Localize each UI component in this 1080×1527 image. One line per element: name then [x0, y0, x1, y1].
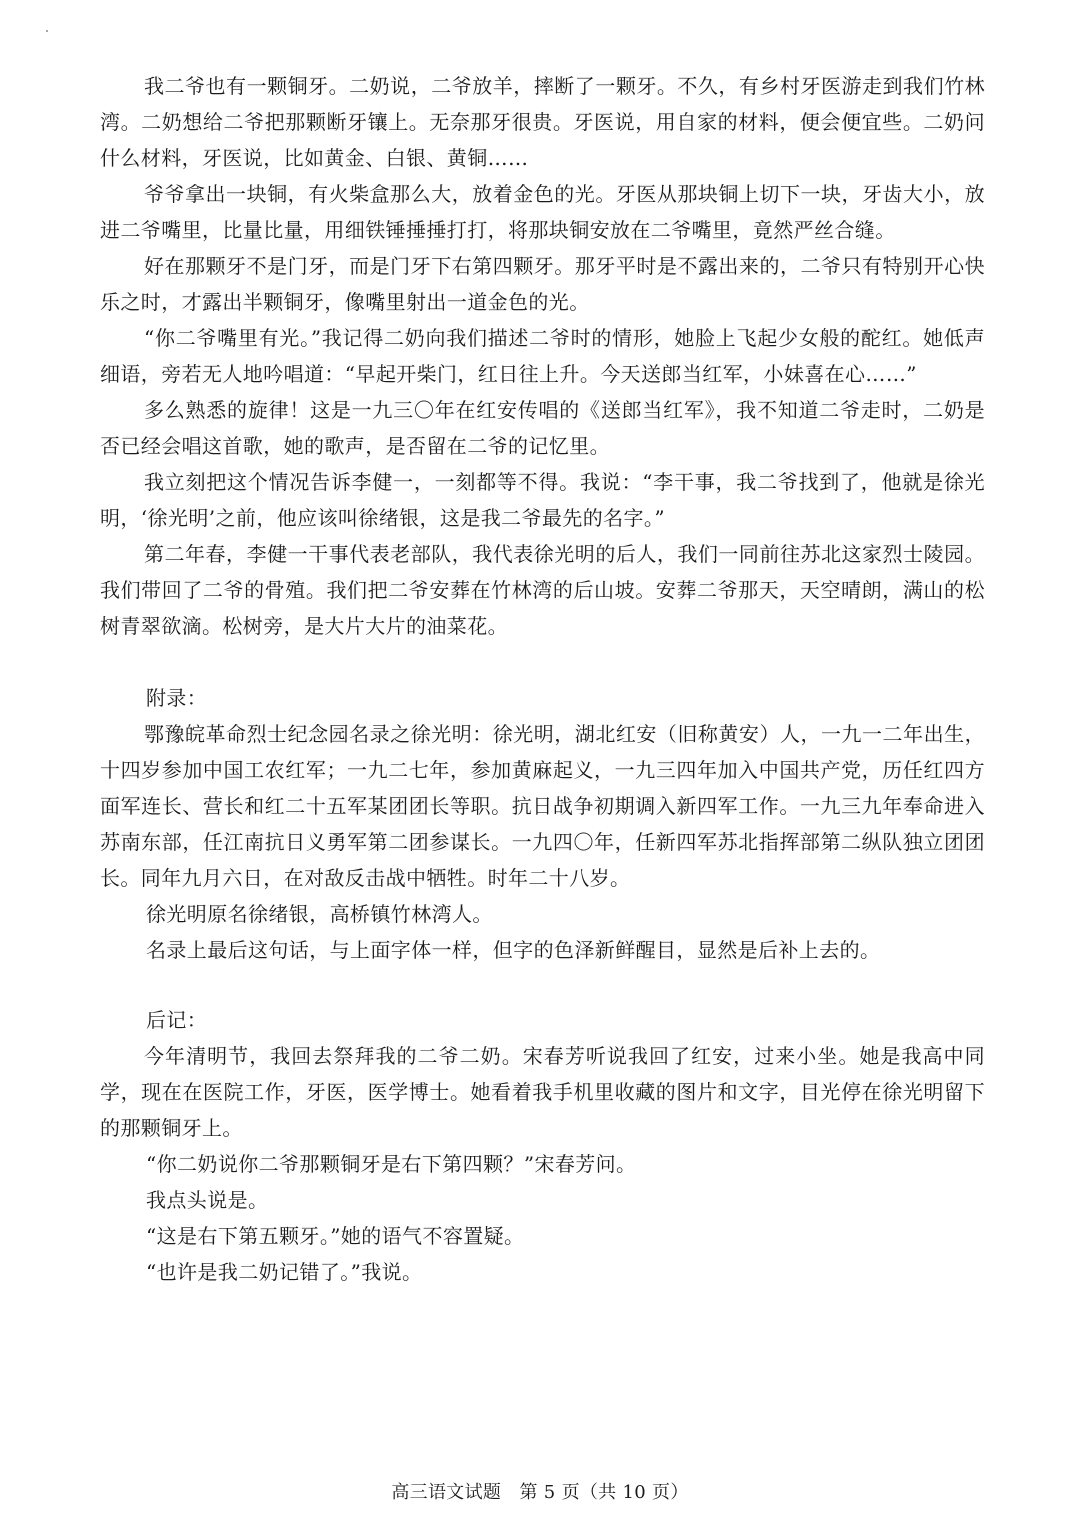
postscript-paragraph: “你二奶说你二爷那颗铜牙是右下第四颗？”宋春芳问。 — [146, 1152, 637, 1176]
appendix-section — [100, 680, 985, 968]
document-body — [100, 68, 985, 1290]
story-paragraph: “你二爷嘴里有光。”我记得二奶向我们描述二爷时的情形，她脸上飞起少女般的酡红。她低声细语，旁若无人地吟唱道：“早起开柴门，红日往上升。今天送郎当红军，小妹喜在心……” — [100, 326, 985, 386]
appendix-paragraph: 名录上最后这句话，与上面字体一样，但字的色泽新鲜醒目，显然是后补上去的。 — [146, 938, 881, 962]
story-paragraph: 第二年春，李健一干事代表老部队，我代表徐光明的后人，我们一同前往苏北这家烈士陵园。我们带回了二爷的骨殖。我们把二爷安葬在竹林湾的后山坡。安葬二爷那天，天空晴朗，满山的松树青翠欲滴。松树旁，是大片大片的油菜花。 — [100, 542, 985, 638]
story-section — [100, 68, 985, 644]
postscript-paragraph: “这是右下第五颗牙。”她的语气不容置疑。 — [146, 1224, 525, 1248]
story-paragraph: 爷爷拿出一块铜，有火柴盒那么大，放着金色的光。牙医从那块铜上切下一块，牙齿大小，放进二爷嘴里，比量比量，用细铁锤捶捶打打，将那块铜安放在二爷嘴里，竟然严丝合缝。 — [100, 182, 985, 242]
postscript-paragraph: 今年清明节，我回去祭拜我的二爷二奶。宋春芳听说我回了红安，过来小坐。她是我高中同学，现在在医院工作，牙医，医学博士。她看着我手机里收藏的图片和文字，目光停在徐光明留下的那颗铜牙上。 — [100, 1044, 985, 1140]
appendix-title: 附录： — [146, 686, 208, 710]
story-paragraph: 我二爷也有一颗铜牙。二奶说，二爷放羊，摔断了一颗牙。不久，有乡村牙医游走到我们竹林湾。二奶想给二爷把那颗断牙镶上。无奈那牙很贵。牙医说，用自家的材料，便会便宜些。二奶问什么材料，牙医说，比如黄金、白银、黄铜…… — [100, 74, 985, 170]
story-paragraph: 多么熟悉的旋律！这是一九三〇年在红安传唱的《送郎当红军》，我不知道二爷走时，二奶是否已经会唱这首歌，她的歌声，是否留在二爷的记忆里。 — [100, 398, 985, 458]
appendix-paragraph: 徐光明原名徐绪银，高桥镇竹林湾人。 — [146, 902, 493, 926]
postscript-paragraph: “也许是我二奶记错了。”我说。 — [146, 1260, 423, 1284]
page-footer: 高三语文试题 第 5 页（共 10 页） — [391, 1482, 689, 1503]
postscript-title: 后记： — [146, 1008, 208, 1032]
story-paragraph: 我立刻把这个情况告诉李健一，一刻都等不得。我说：“李干事，我二爷找到了，他就是徐光明，‘徐光明’之前，他应该叫徐绪银，这是我二爷最先的名字。” — [100, 470, 985, 530]
postscript-section — [100, 1002, 985, 1290]
story-paragraph: 好在那颗牙不是门牙，而是门牙下右第四颗牙。那牙平时是不露出来的，二爷只有特别开心快乐之时，才露出半颗铜牙，像嘴里射出一道金色的光。 — [100, 254, 985, 314]
appendix-paragraph: 鄂豫皖革命烈士纪念园名录之徐光明：徐光明，湖北红安（旧称黄安）人，一九一二年出生，十四岁参加中国工农红军；一九二七年，参加黄麻起义，一九三四年加入中国共产党，历任红四方面军连长、营长和红二十五军某团团长等职。抗日战争初期调入新四军工作。一九三九年奉命进入苏南东部，任江南抗日义勇军第二团参谋长。一九四〇年，任新四军苏北指挥部第二纵队独立团团长。同年九月六日，在对敌反击战中牺牲。时年二十八岁。 — [100, 722, 985, 890]
postscript-paragraph: 我点头说是。 — [146, 1188, 269, 1212]
scan-speck — [46, 30, 48, 32]
